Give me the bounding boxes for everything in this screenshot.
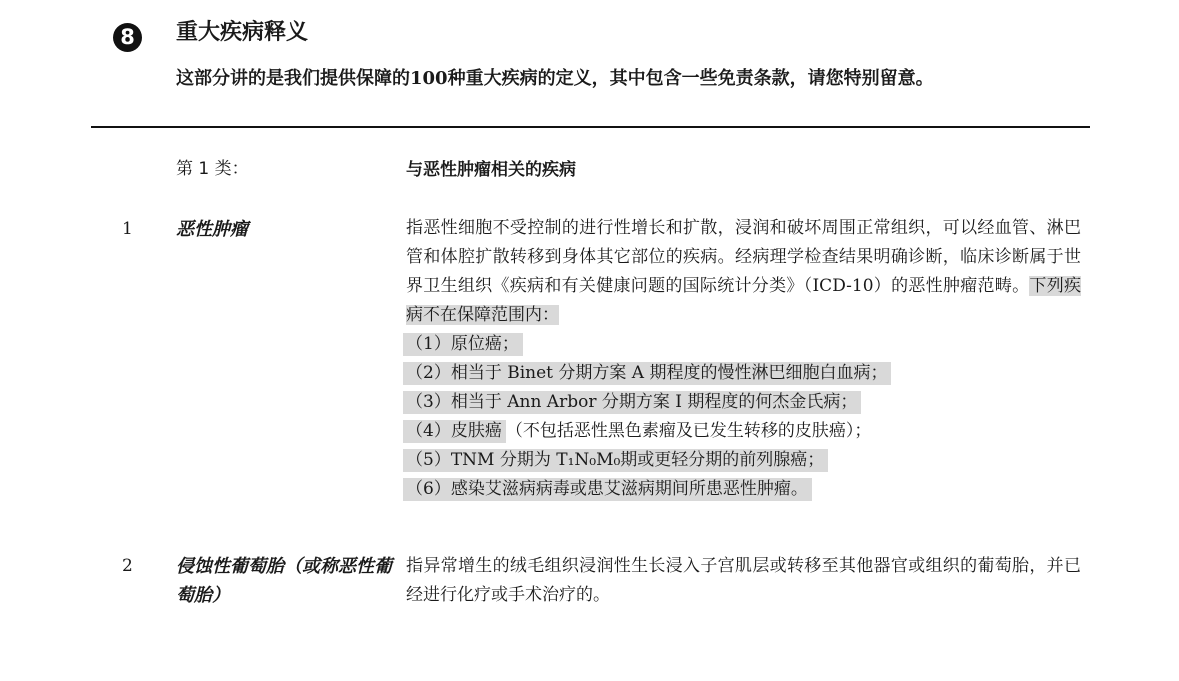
exclusion-rest-text: （不包括恶性黑色素瘤及已发生转移的皮肤癌）； [505,421,872,441]
item-definition: 指异常增生的绒毛组织浸润性生长浸入子宫肌层或转移至其他器官或组织的葡萄胎，并已经进行化疗或手术治疗的。 [406,556,1081,605]
item-name: 侵蚀性葡萄胎（或称恶性葡萄胎） [176,556,392,606]
item-definition [406,214,1081,504]
section-title: 重大疾病释义 [176,20,309,45]
exclusion-item [406,359,1081,388]
exclusion-item [406,388,1081,417]
exclusion-item [406,446,1081,475]
exclusion-item [406,330,1081,359]
item-number: 2 [122,556,133,576]
exclusion-highlighted-text: （1）原位癌； [403,333,523,356]
exclusion-highlighted-text: （3）相当于 Ann Arbor 分期方案 I 期程度的何杰金氏病； [403,391,861,414]
category-title: 与恶性肿瘤相关的疾病 [406,160,576,180]
section-divider [91,126,1090,128]
exclusion-highlighted-text: （2）相当于 Binet 分期方案 A 期程度的慢性淋巴细胞白血病； [403,362,891,385]
exclusion-highlighted-text: （4）皮肤癌 [403,420,506,443]
section-number-badge: 8 [113,23,142,52]
exclusion-item [406,475,1081,504]
exclusion-highlighted-text: （6）感染艾滋病病毒或患艾滋病期间所患恶性肿瘤。 [403,478,812,501]
definition-text: 指恶性细胞不受控制的进行性增长和扩散，浸润和破坏周围正常组织，可以经血管、淋巴管和体腔扩散转移到身体其它部位的疾病。经病理学检查结果明确诊断，临床诊断属于世界卫生组织《疾病和有关健康问题的国际统计分类》（ICD-10）的恶性肿瘤范畴。 [406,218,1081,296]
item-name: 恶性肿瘤 [176,219,248,240]
exclusion-highlighted-text: （5）TNM 分期为 T₁N₀M₀期或更轻分期的前列腺癌； [403,449,828,472]
exclusion-item [406,417,1081,446]
item-number: 1 [122,219,133,239]
section-intro: 这部分讲的是我们提供保障的100种重大疾病的定义，其中包含一些免责条款，请您特别留意。 [176,68,934,89]
exclusion-heading: 下列疾病不在保障范围内： [406,276,1082,325]
category-label: 第 1 类： [176,159,249,179]
